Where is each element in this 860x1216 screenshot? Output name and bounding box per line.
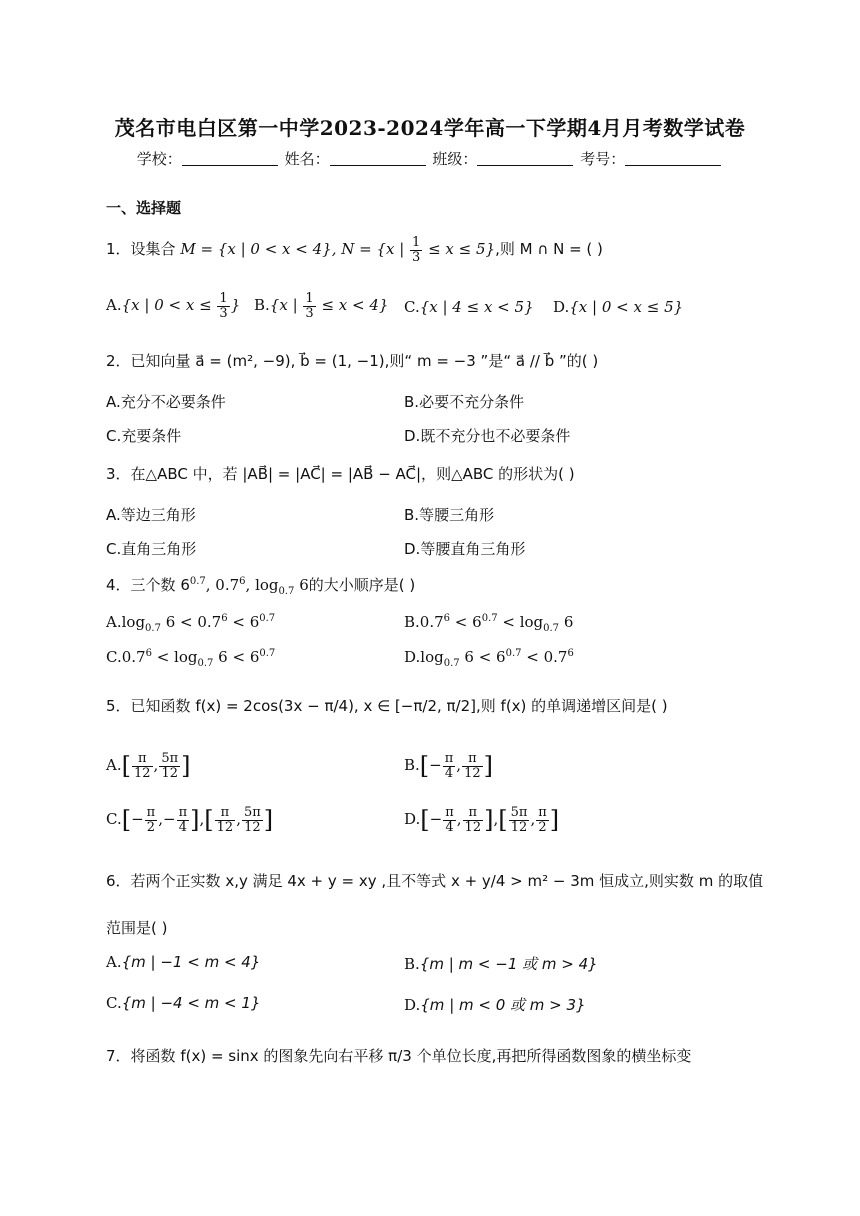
q6-option-a[interactable]: A.{m | −1 < m < 4} xyxy=(106,953,261,971)
id-blank[interactable] xyxy=(625,151,721,166)
school-blank[interactable] xyxy=(182,151,278,166)
q6-option-d[interactable]: D.{m | m < 0 或 m > 3} xyxy=(404,996,586,1014)
student-info-line xyxy=(0,148,860,169)
q2-option-c[interactable]: C.充要条件 xyxy=(106,427,182,445)
q2-option-d[interactable]: D.既不充分也不必要条件 xyxy=(404,427,571,445)
q3-option-d[interactable]: D.等腰直角三角形 xyxy=(404,540,526,558)
q4-option-d[interactable]: $D.\log_{0.7}$ $6 < 6^{0.7} < 0.7^6$ xyxy=(404,648,574,669)
question-6-line2: 范围是( ) xyxy=(106,919,168,937)
q5-option-c[interactable]: C.[− $\frac{\pi}{2}$ ,− $\frac{\pi}{4}$ ],[ $\frac{\pi}{12}$ , $\frac{5\pi}{12}$ ] xyxy=(106,805,274,835)
q5-option-b[interactable]: B.[− $\frac{\pi}{4}$ , $\frac{\pi}{12}$ ] xyxy=(404,751,493,781)
question-7: 7．将函数 f(x) = sinx 的图象先向右平移 π/3 个单位长度,再把所得函数图象的横坐标变 xyxy=(106,1047,692,1065)
q3-option-a[interactable]: A.等边三角形 xyxy=(106,506,196,524)
class-blank[interactable] xyxy=(477,151,573,166)
q5-option-a[interactable]: A.[ $\frac{\pi}{12}$ , $\frac{5\pi}{12}$ ] xyxy=(106,751,191,781)
question-2: 2．已知向量 a⃗ = (m², −9), b⃗ = (1, −1),则“ m = −3 ”是“ a⃗ // b⃗ ”的( ) xyxy=(106,352,599,370)
q4-option-c[interactable]: $C.0.7^6 < \log_{0.7} 6 < 6^{0.7}$ xyxy=(106,648,276,669)
q4-option-a[interactable]: $A.\log_{0.7}$ $6 < 0.7^6 < 6^{0.7}$ xyxy=(106,613,276,634)
name-blank[interactable] xyxy=(330,151,426,166)
q6-option-b[interactable]: B.{m | m < −1 或 m > 4} xyxy=(404,955,598,973)
question-1: 1．设集合 M = {x | 0 < x < 4}, N = {x | $\frac{1}{3}$ ≤ x ≤ 5},则 M ∩ N = ( ) xyxy=(106,235,603,265)
q1-option-d[interactable]: D.{x | 0 < x ≤ 5} xyxy=(553,298,684,316)
q3-option-b[interactable]: B.等腰三角形 xyxy=(404,506,495,524)
q2-option-a[interactable]: A.充分不必要条件 xyxy=(106,393,226,411)
question-4: 4．三个数 $6^{0.7}$, $0.7^6$, $\log_{0.7} 6$的大小顺序是( ) xyxy=(106,576,416,597)
question-3: 3．在△ABC 中，若 |AB⃗| = |AC⃗| = |AB⃗ − AC⃗|，则△ABC 的形状为( ) xyxy=(106,465,575,483)
q2-option-b[interactable]: B.必要不充分条件 xyxy=(404,393,525,411)
section-heading: 一、选择题 xyxy=(106,199,182,217)
q1-option-b[interactable]: B.{x | $\frac{1}{3}$ ≤ x < 4} xyxy=(254,291,389,321)
question-5: 5．已知函数 f(x) = 2cos(3x − π/4), x ∈ [−π/2, π/2],则 f(x) 的单调递增区间是( ) xyxy=(106,697,668,715)
school-label: 学校： xyxy=(136,150,182,168)
id-label: 考号： xyxy=(580,150,626,168)
q1-option-a[interactable]: A.{x | 0 < x ≤ $\frac{1}{3}$ } xyxy=(106,291,241,321)
question-6: 6．若两个正实数 x,y 满足 4x + y = xy ,且不等式 x + y/4 > m² − 3m 恒成立,则实数 m 的取值 xyxy=(106,872,764,890)
q5-option-d[interactable]: D.[− $\frac{\pi}{4}$ , $\frac{\pi}{12}$ ],[ $\frac{5\pi}{12}$ , $\frac{\pi}{2}$ ] xyxy=(404,805,560,835)
page-title: 茂名市电白区第一中学2023-2024学年高一下学期4月月考数学试卷 xyxy=(114,116,746,140)
class-label: 班级： xyxy=(432,150,478,168)
q1-option-c[interactable]: C.{x | 4 ≤ x < 5} xyxy=(404,298,534,316)
q6-option-c[interactable]: C.{m | −4 < m < 1} xyxy=(106,994,261,1012)
q3-option-c[interactable]: C.直角三角形 xyxy=(106,540,197,558)
fraction: $\frac{1}{3}$ xyxy=(412,235,421,265)
q4-option-b[interactable]: $B.0.7^6 < 6^{0.7} < \log_{0.7} 6$ xyxy=(404,613,574,634)
name-label: 姓名： xyxy=(284,150,330,168)
